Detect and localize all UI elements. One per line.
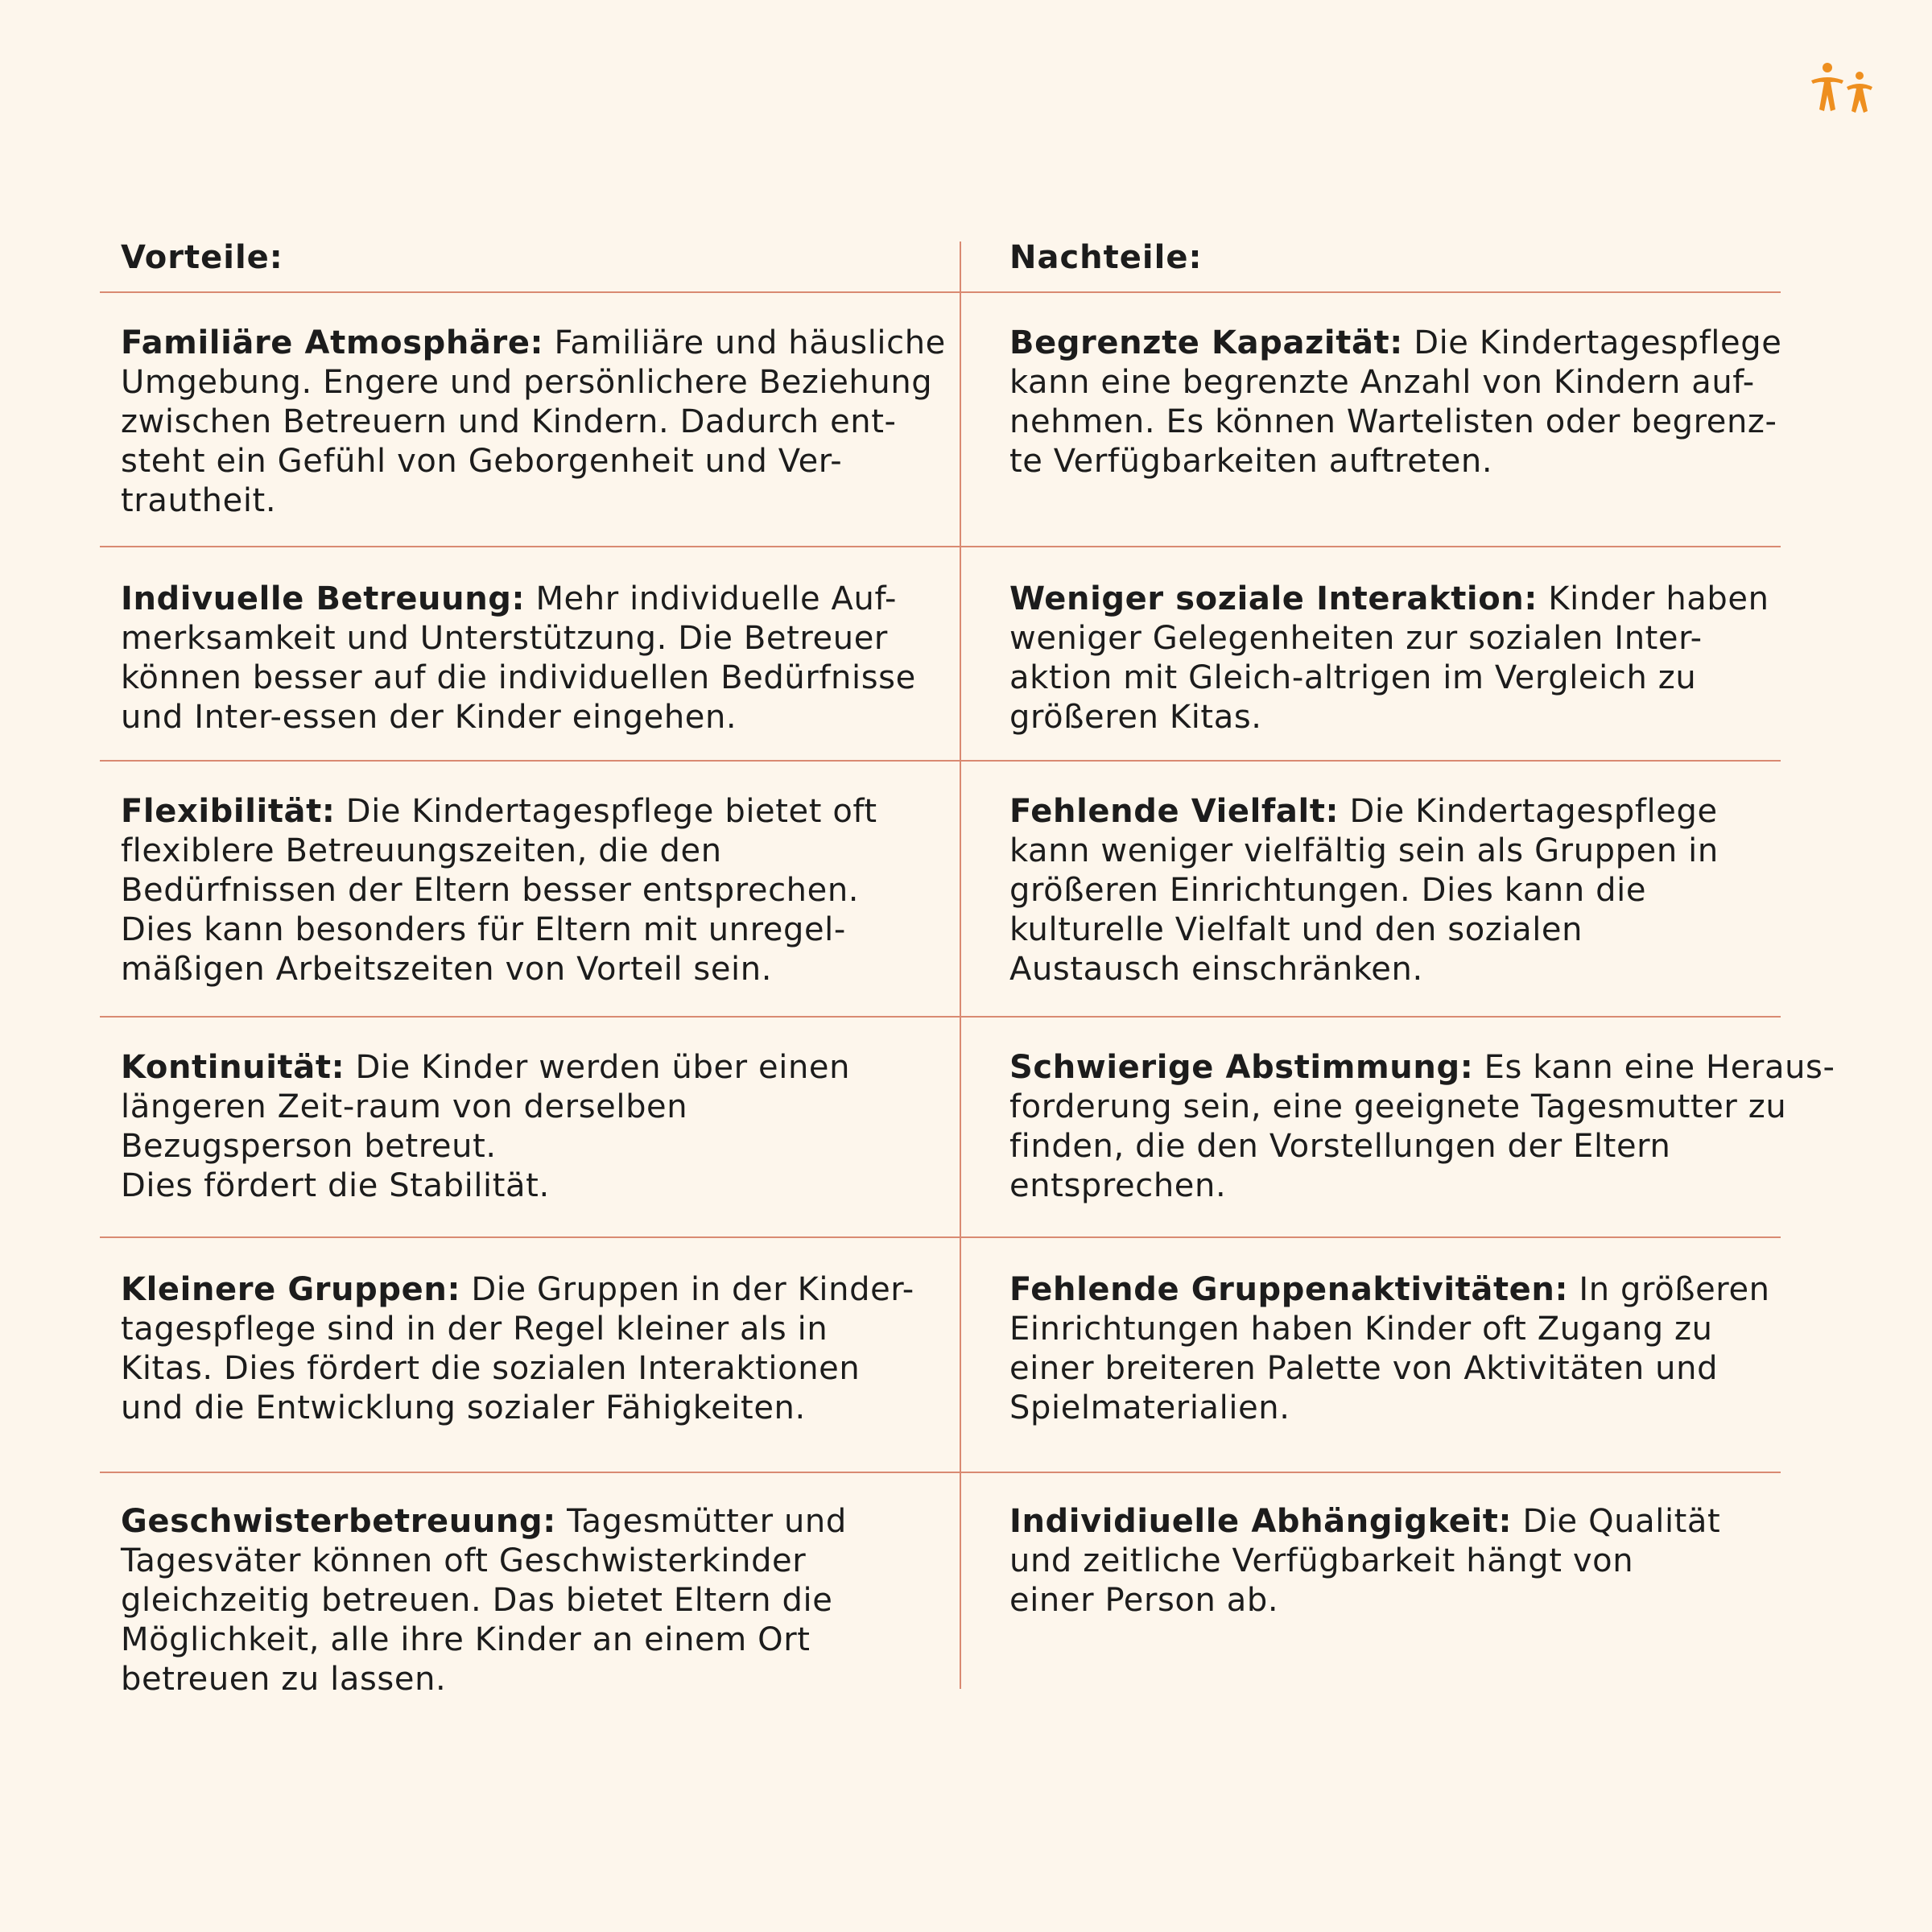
advantage-text: Die Kindertagespflege bietet oft flexiblere Betreuungszeiten, die den Bedürfnissen der Eltern besser entsprechen. Dies kann besonders für Eltern mit unregel- mäßigen Arbeitszeiten von Vorteil sein. bbox=[121, 793, 877, 988]
advantage-term: Kleinere Gruppen: bbox=[121, 1271, 461, 1308]
disadvantage-text: Die Kindertagespflege kann weniger vielfältig sein als Gruppen in größeren Einrichtungen. Dies kann die kulturelle Vielfalt und den sozialen Austausch einschränken. bbox=[1009, 793, 1719, 988]
advantage-item bbox=[121, 1270, 958, 1428]
disadvantage-term: Begrenzte Kapazität: bbox=[1009, 324, 1403, 361]
advantage-text: Mehr individuelle Auf- merksamkeit und Unterstützung. Die Betreuer können besser auf die individuellen Bedürfnisse und Inter-essen der Kinder eingehen. bbox=[121, 580, 916, 736]
advantages-header: Vorteile: bbox=[121, 239, 283, 276]
disadvantage-term: Individiuelle Abhängigkeit: bbox=[1009, 1503, 1513, 1540]
row-divider bbox=[100, 546, 1781, 547]
advantage-item bbox=[121, 1048, 958, 1206]
disadvantage-term: Fehlende Vielfalt: bbox=[1009, 793, 1340, 830]
disadvantage-text: Die Qualität und zeitliche Verfügbarkeit hängt von einer Person ab. bbox=[1009, 1503, 1721, 1619]
advantage-text: Familiäre und häusliche Umgebung. Engere und persönlichere Beziehung zwischen Betreuern und Kindern. Dadurch ent- steht ein Gefühl von Geborgenheit und Ver- trautheit. bbox=[121, 324, 946, 519]
advantage-term: Familiäre Atmosphäre: bbox=[121, 324, 544, 361]
advantage-item bbox=[121, 324, 958, 521]
disadvantage-item bbox=[1009, 1270, 1887, 1428]
row-divider bbox=[100, 1472, 1781, 1473]
advantage-term: Geschwisterbetreuung: bbox=[121, 1503, 556, 1540]
advantage-item bbox=[121, 792, 958, 989]
advantage-text: Tagesmütter und Tagesväter können oft Geschwisterkinder gleichzeitig betreuen. Das bietet Eltern die Möglichkeit, alle ihre Kinder an einem Ort betreuen zu lassen. bbox=[121, 1503, 847, 1698]
row-divider bbox=[100, 291, 1781, 293]
disadvantage-item bbox=[1009, 324, 1887, 481]
row-divider bbox=[100, 760, 1781, 762]
disadvantage-item bbox=[1009, 1048, 1887, 1206]
disadvantage-text: Die Kindertagespflege kann eine begrenzte Anzahl von Kindern auf- nehmen. Es können Wartelisten oder begrenz- te Verfügbarkeiten auftreten. bbox=[1009, 324, 1782, 480]
disadvantage-text: Kinder haben weniger Gelegenheiten zur sozialen Inter- aktion mit Gleich-altrigen im Vergleich zu größeren Kitas. bbox=[1009, 580, 1769, 736]
disadvantage-text: In größeren Einrichtungen haben Kinder oft Zugang zu einer breiteren Palette von Aktivitäten und Spielmaterialien. bbox=[1009, 1271, 1770, 1426]
row-divider bbox=[100, 1016, 1781, 1018]
advantage-text: Die Kinder werden über einen längeren Zeit-raum von derselben Bezugsperson betreut. Dies fördert die Stabilität. bbox=[121, 1049, 851, 1204]
disadvantage-item bbox=[1009, 792, 1887, 989]
advantage-item bbox=[121, 1502, 958, 1699]
row-divider bbox=[100, 1236, 1781, 1238]
disadvantage-term: Weniger soziale Interaktion: bbox=[1009, 580, 1538, 617]
disadvantages-header: Nachteile: bbox=[1009, 239, 1203, 276]
advantage-text: Die Gruppen in der Kinder- tagespflege sind in der Regel kleiner als in Kitas. Dies fördert die sozialen Interaktionen und die Entwicklung sozialer Fähigkeiten. bbox=[121, 1271, 914, 1426]
disadvantage-term: Schwierige Abstimmung: bbox=[1009, 1049, 1474, 1086]
two-children-icon bbox=[1806, 60, 1879, 121]
disadvantage-term: Fehlende Gruppenaktivitäten: bbox=[1009, 1271, 1569, 1308]
disadvantage-item bbox=[1009, 1502, 1887, 1620]
advantage-term: Flexibilität: bbox=[121, 793, 336, 830]
advantage-term: Kontinuität: bbox=[121, 1049, 345, 1086]
advantage-term: Indivuelle Betreuung: bbox=[121, 580, 526, 617]
advantage-item bbox=[121, 580, 958, 737]
disadvantage-item bbox=[1009, 580, 1887, 737]
disadvantage-text: Es kann eine Heraus- forderung sein, eine geeignete Tagesmutter zu finden, die den Vorstellungen der Eltern entsprechen. bbox=[1009, 1049, 1835, 1204]
